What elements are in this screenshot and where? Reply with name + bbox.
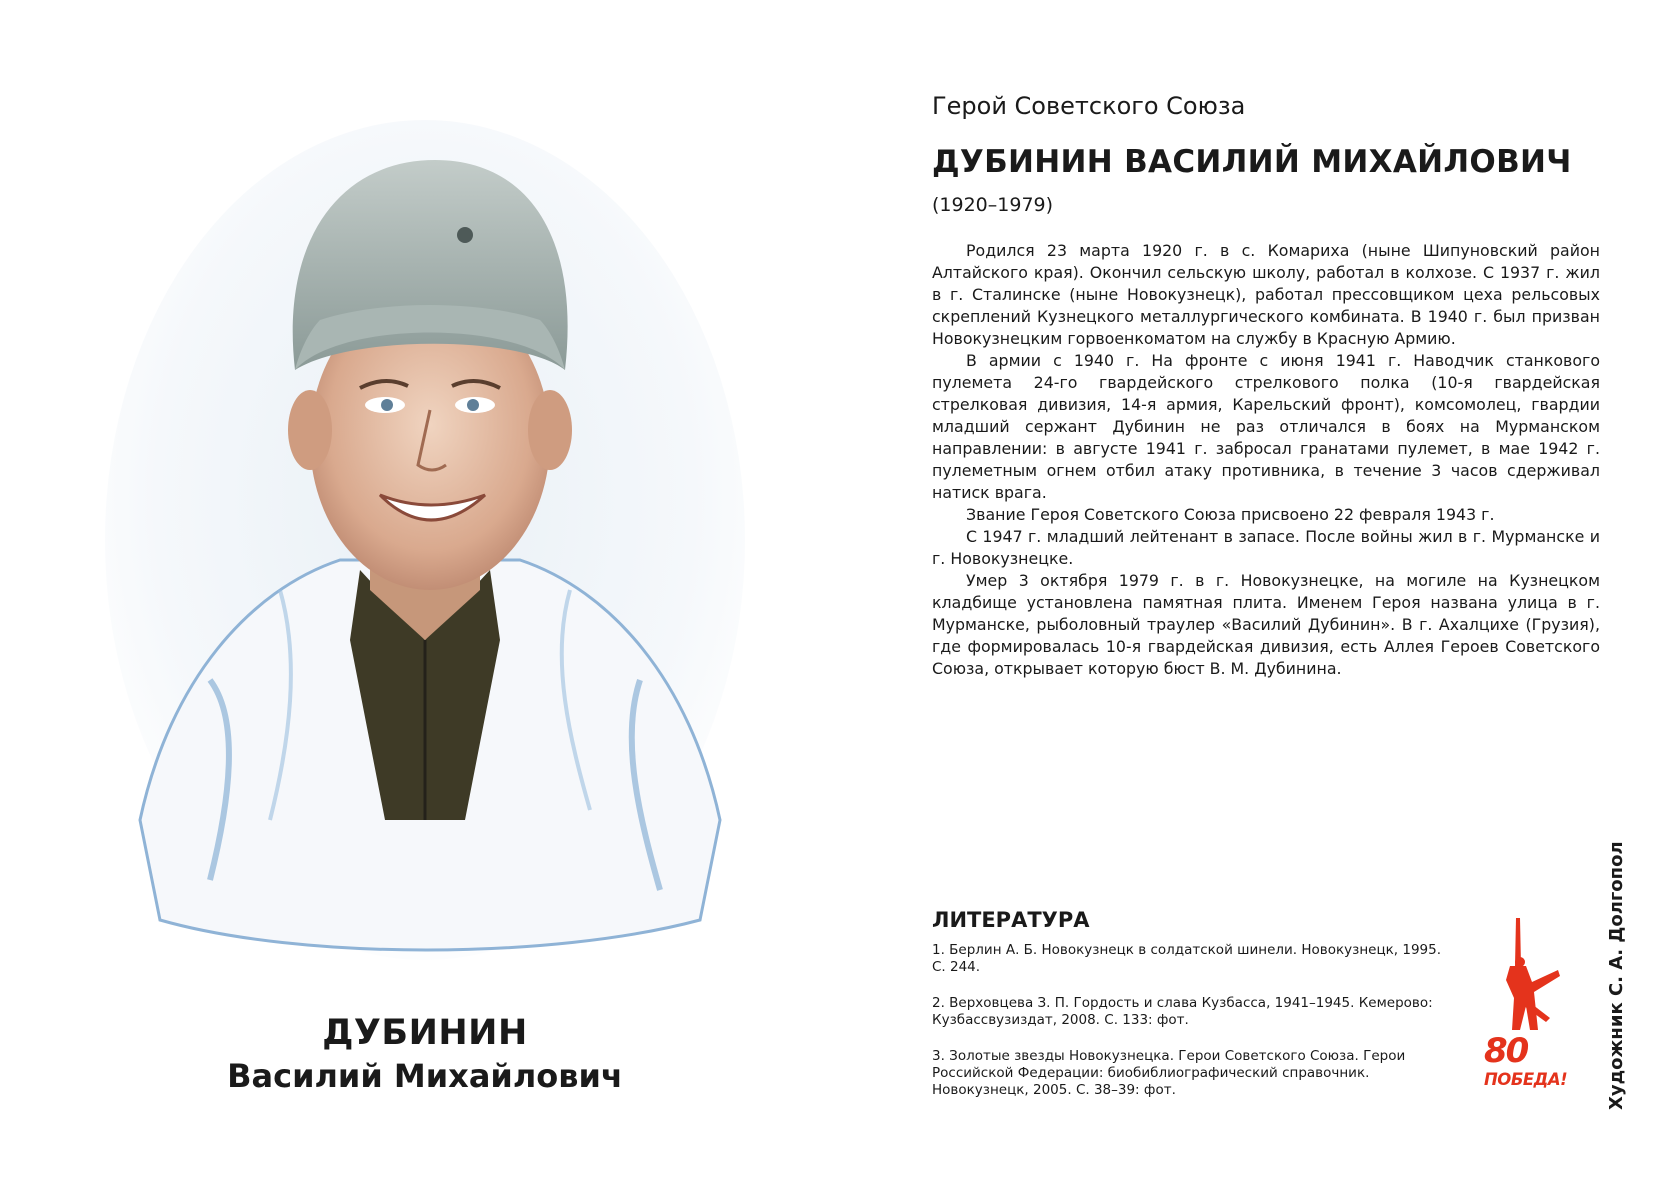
artist-credit: Художник С. А. Долгопол bbox=[1606, 841, 1627, 1110]
bio-paragraph: С 1947 г. младший лейтенант в запасе. После войны жил в г. Мурманске и г. Новокузнецке. bbox=[932, 527, 1600, 568]
portrait-image bbox=[100, 120, 750, 980]
bio-paragraph: В армии с 1940 г. На фронте с июня 1941 г. Наводчик станкового пулемета 24-го гвардейского стрелкового полка (10-я гвардейская стрелковая дивизия, 14-я армия, Карельский фронт), комсомолец, гвардии младший сержант Дубинин не раз отличался в боях на Мурманском направлении: в августе 1941 г. забросал гранатами пулемет, в мае 1942 г. пулеметным огнем отбил атаку противника, в течение 3 часов сдерживал натиск врага. bbox=[932, 351, 1600, 502]
logo-number: 80 bbox=[1484, 1031, 1528, 1071]
caption-given-names: Василий Михайлович bbox=[227, 1056, 623, 1095]
portrait-caption bbox=[100, 1012, 750, 1096]
supertitle: Герой Советского Союза bbox=[932, 92, 1246, 120]
bio-paragraph: Звание Героя Советского Союза присвоено 22 февраля 1943 г. bbox=[966, 505, 1495, 524]
life-years: (1920–1979) bbox=[932, 194, 1054, 216]
bio-paragraph: Родился 23 марта 1920 г. в с. Комариха (ныне Шипуновский район Алтайского края). Окончил сельскую школу, работал в колхозе. С 1937 г. жил в г. Сталинске (ныне Новокузнецк), работал прессовщиком цеха рельсовых скреплений Кузнецкого металлургического комбината. В 1940 г. был призван Новокузнецким горвоенкоматом на службу в Красную Армию. bbox=[932, 241, 1600, 348]
literature-list bbox=[932, 942, 1452, 1118]
caption-surname: ДУБИНИН bbox=[322, 1013, 528, 1053]
logo-word: ПОБЕДА! bbox=[1484, 1070, 1568, 1089]
biography-text bbox=[932, 240, 1600, 680]
literature-item: 3. Золотые звезды Новокузнецка. Герои Советского Союза. Герои Российской Федерации: биобиблиографический справочник. Новокузнецк, 2005. С. 38–39: фот. bbox=[932, 1048, 1406, 1098]
literature-item: 2. Верховцева З. П. Гордость и слава Кузбасса, 1941–1945. Кемерово: Кузбассвузиздат, 2008. С. 133: фот. bbox=[932, 995, 1433, 1028]
hero-name-heading: ДУБИНИН ВАСИЛИЙ МИХАЙЛОВИЧ bbox=[932, 144, 1572, 180]
watercolor-portrait-icon bbox=[100, 120, 750, 980]
bio-paragraph: Умер 3 октября 1979 г. в г. Новокузнецке, на могиле на Кузнецком кладбище установлена памятная плита. Именем Героя названа улица в г. Мурманске, рыболовный траулер «Василий Дубинин». В г. Ахалцихе (Грузия), где формировалась 10-я гвардейская дивизия, есть Аллея Героев Советского Союза, открывает которую бюст В. М. Дубинина. bbox=[932, 571, 1600, 678]
literature-heading: ЛИТЕРАТУРА bbox=[932, 908, 1090, 932]
literature-item: 1. Берлин А. Б. Новокузнецк в солдатской шинели. Новокузнецк, 1995. С. 244. bbox=[932, 942, 1442, 975]
